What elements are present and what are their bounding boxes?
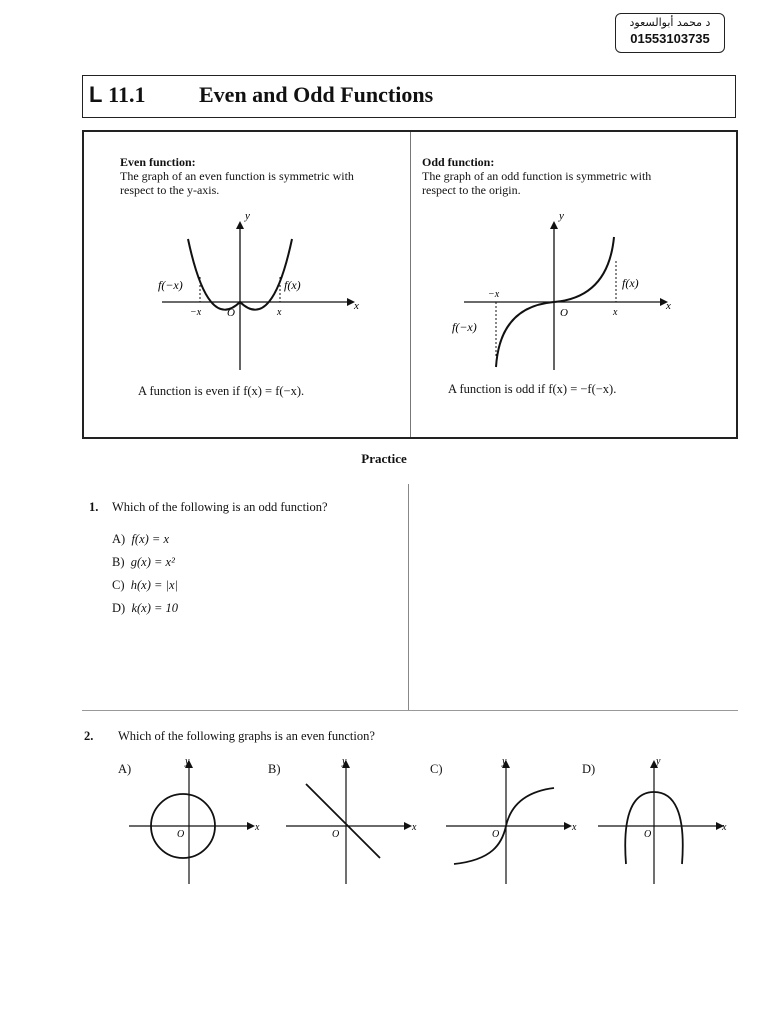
q2c-x-arrow <box>564 822 572 830</box>
q1-option-d[interactable]: D) k(x) = 10 <box>112 601 179 615</box>
lesson-title: Even and Odd Functions <box>199 82 434 107</box>
odd-caption: A function is odd if f(x) = −f(−x). <box>448 382 617 396</box>
even-neg-x-label: −x <box>190 307 202 318</box>
q2c-y-label: y <box>502 756 507 767</box>
q2a-origin-label: O <box>177 829 185 840</box>
contact-stamp <box>615 13 725 53</box>
lesson-title-box <box>82 75 736 118</box>
odd-y-label: y <box>559 210 564 222</box>
q1-option-b[interactable]: B) g(x) = x² <box>112 555 175 569</box>
q2d-origin-label: O <box>644 829 652 840</box>
odd-line2: respect to the origin. <box>422 183 521 197</box>
q2-text: Which of the following graphs is an even function? <box>118 729 375 743</box>
q1-number: 1. <box>89 500 99 514</box>
q2-option-c-label[interactable]: C) <box>430 762 443 776</box>
even-caption: A function is even if f(x) = f(−x). <box>138 384 305 398</box>
even-origin-label: O <box>227 307 235 319</box>
odd-function-graph <box>446 207 676 377</box>
q2-number: 2. <box>84 729 94 743</box>
odd-y-arrow <box>550 221 558 229</box>
q2-graph-c[interactable] <box>442 752 587 887</box>
odd-pos-x-label: x <box>613 307 618 318</box>
q2-option-b-label[interactable]: B) <box>268 762 281 776</box>
even-y-arrow <box>236 221 244 229</box>
odd-x-label: x <box>666 300 671 312</box>
even-definition <box>120 155 390 197</box>
odd-origin-label: O <box>560 307 568 319</box>
q1-option-c[interactable]: C) h(x) = |x| <box>112 578 178 592</box>
odd-heading: Odd function: <box>422 155 495 169</box>
lesson-code: L 11.1 <box>89 82 146 107</box>
even-left-point-label: f(−x) <box>158 278 183 292</box>
even-function-graph <box>144 207 374 377</box>
odd-definition <box>422 155 692 197</box>
odd-line1: The graph of an odd function is symmetric with <box>422 169 652 183</box>
q2b-y-label: y <box>342 756 347 767</box>
q2a-y-label: y <box>185 756 190 767</box>
even-line1: The graph of an even function is symmetric with <box>120 169 354 183</box>
definition-box <box>82 130 738 439</box>
even-pos-x-label: x <box>277 307 282 318</box>
even-y-label: y <box>245 210 250 222</box>
q2-graph-b[interactable] <box>282 752 427 887</box>
author-name: د محمد أبوالسعود <box>629 16 711 29</box>
q2-graph-d[interactable] <box>594 752 739 887</box>
q1-options <box>112 528 178 620</box>
q1-option-a[interactable]: A) f(x) = x <box>112 532 170 546</box>
section-divider <box>82 710 738 711</box>
author-phone: 01553103735 <box>630 31 710 46</box>
q2-option-a-label[interactable]: A) <box>118 762 132 776</box>
q2a-x-label: x <box>255 822 260 833</box>
definition-divider <box>410 132 411 437</box>
q2-option-d-label[interactable]: D) <box>582 762 596 776</box>
q2c-x-label: x <box>572 822 577 833</box>
even-right-point-label: f(x) <box>284 278 301 292</box>
even-heading: Even function: <box>120 155 196 169</box>
odd-left-point-label: f(−x) <box>452 320 477 334</box>
q2d-x-label: x <box>722 822 727 833</box>
q2-graph-a[interactable] <box>125 752 270 887</box>
even-x-label: x <box>354 300 359 312</box>
q1-text: Which of the following is an odd function? <box>112 500 328 514</box>
q2b-x-arrow <box>404 822 412 830</box>
q2d-y-label: y <box>656 756 661 767</box>
odd-neg-x-label: −x <box>488 289 500 300</box>
q2c-origin-label: O <box>492 829 500 840</box>
even-line2: respect to the y-axis. <box>120 183 220 197</box>
q2a-x-arrow <box>247 822 255 830</box>
q2b-line <box>306 784 380 858</box>
q2b-origin-label: O <box>332 829 340 840</box>
work-area-divider <box>408 484 409 710</box>
practice-heading: Practice <box>361 451 407 466</box>
odd-right-point-label: f(x) <box>622 276 639 290</box>
q2b-x-label: x <box>412 822 417 833</box>
